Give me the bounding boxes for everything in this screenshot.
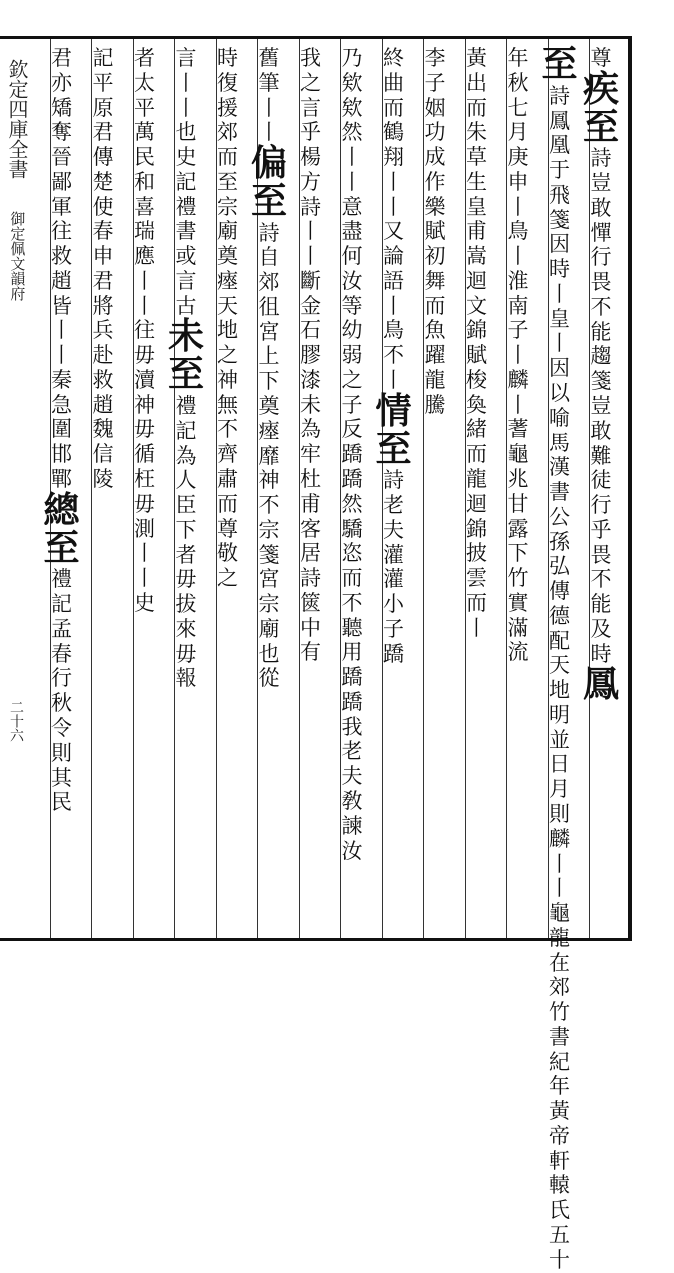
- column-text: 年 秋 七 月 庚 申 丨 鳥 丨 淮 南 子 丨 麟 丨 蓍 龜 兆 甘 露 下 竹 實 滿 流: [507, 46, 529, 665]
- text-column: [43, 46, 80, 934]
- headword: 至: [541, 43, 578, 85]
- column-text: 時 復 援: [217, 46, 238, 120]
- headword: 未 至: [168, 315, 205, 396]
- book-title: 御定佩文韻府: [8, 211, 27, 301]
- text-column: [251, 46, 288, 934]
- column-text-continued: 禮 記 孟 春 行 秋 令 則 其 民: [51, 567, 72, 815]
- text-column: [462, 46, 492, 934]
- column-text-continued: 詩 老 夫 灌 灌 小 子 蹻: [383, 468, 404, 666]
- text-column: [168, 46, 205, 934]
- page-border-right: [628, 36, 632, 941]
- text-column: [296, 46, 326, 934]
- text-column: [503, 46, 533, 934]
- text-column: [420, 46, 450, 934]
- column-text: 李 子 姻 功 成 作 樂 賦 初 舞 而 魚 躍 龍 騰: [424, 46, 446, 417]
- column-text: 者 太 平 萬 民 和 喜 瑞 應 丨 丨: [134, 46, 155, 318]
- text-column: [337, 46, 367, 934]
- text-column: [88, 46, 118, 934]
- column-text-continued: 詩 自 郊 徂 宮 上 下 奠 瘞 靡 神 不 宗 箋 宮 宗 廟 也 從: [258, 220, 280, 691]
- headword: 偏 至: [251, 142, 288, 222]
- column-text: 終 曲 而 鶴 翔 丨 丨 又 論 語 丨 鳥 不 丨: [383, 46, 404, 392]
- text-column: [375, 46, 412, 934]
- page-border-top: [0, 36, 632, 39]
- headword: 疾 至: [583, 67, 620, 148]
- column-text: 詩 鳳 凰 于 飛 箋 因 時 丨 皇 丨 因 以 喻 馬 漢 書 公 孫 弘 傳 德 配 天 地 明 並 日 月 則 麟 丨 丨 龜 龍 在 郊 竹 書 紀 年 黃 帝 軒 轅 氏 五 十: [549, 83, 570, 1272]
- text-column: [213, 46, 243, 934]
- column-text-continued: 郊 而 至 宗 廟 奠 瘞 天 地 之 神 無 不 齊 肅 而 尊 敬 之: [217, 120, 238, 591]
- column-text: 言 丨 丨 也 史 記 禮 書 或 言 古: [175, 46, 197, 318]
- column-text: 黃 出 而 朱 草 生 皇 甫 嵩 迴 文 錦 賦 梭 奐 緒 而 龍 迴 錦 披 雲 而 丨: [466, 46, 487, 640]
- text-column: [583, 46, 620, 934]
- column-text: 舊 筆 丨 丨: [258, 46, 280, 145]
- column-text-continued: 禮 記 為 人 臣 下 者 毋 拔 來 毋 報: [175, 394, 197, 691]
- headword-next: 鳳: [583, 663, 620, 706]
- text-column: [130, 46, 160, 934]
- column-text: 乃 欸 欸 然 丨 丨 意 盡 何 汝 等 幼 弱 之 子 反 蹻 蹻 然 驕 恣 而 不 聽 用: [341, 46, 363, 665]
- column-text: 詩 豈 敢 憚 行 畏 不 能 趨 箋 豈 敢 難 徒 行 乎 畏 不 能 及 時: [590, 146, 612, 666]
- column-text-continued: 往 毋 瀆 神 毋 循 枉 毋 測 丨 丨 史: [134, 318, 155, 615]
- column-lead-text: 尊: [590, 46, 612, 70]
- headword: 總 至: [43, 488, 80, 569]
- running-title: 欽定四庫全書: [5, 59, 29, 179]
- column-text: 我 之 言 乎 楊 方 詩 丨 丨 斷 金 石 膠 漆 未 為 牢 杜 甫 客 居 詩 篋 中 有: [300, 46, 321, 665]
- column-text: 記 平 原 君 傳 楚 使 春 申 君 將 兵 赴 救 趙 魏 信 陵: [92, 46, 114, 492]
- headword: 情 至: [375, 389, 412, 470]
- column-text: 君 亦 矯 奪 晉 鄙 軍 往 救 趙 皆 丨 丨 秦 急 圍 邯 鄲: [51, 46, 72, 492]
- column-text-continued: 蹻 蹻 我 老 夫 敎 諫 汝: [341, 665, 363, 863]
- page-margin: [0, 39, 34, 938]
- page-border-bottom: [0, 938, 632, 941]
- text-column: [541, 43, 578, 1272]
- leaf-number: 二十六: [8, 700, 24, 742]
